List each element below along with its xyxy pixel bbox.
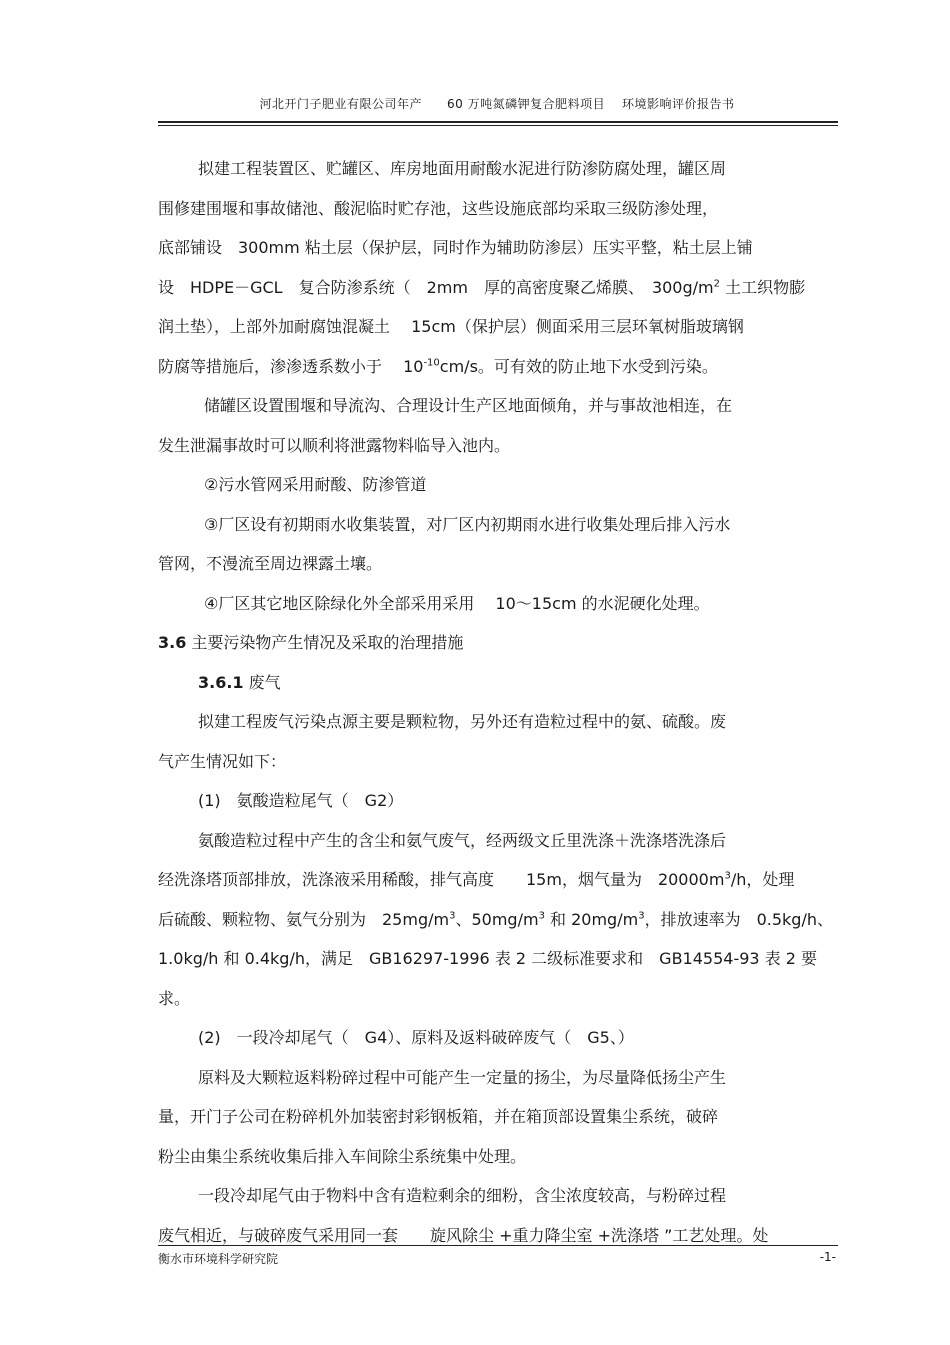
header-rule-thick xyxy=(158,121,838,123)
text-line: ②污水管网采用耐酸、防渗管道 xyxy=(204,475,427,494)
text-line: 粉尘由集尘系统收集后排入车间除尘系统集中处理。 xyxy=(158,1146,527,1166)
text-line: 1.0kg/h 和 0.4kg/h，满足 GB16297-1996 表 2 二级标准要求和 GB14554-93 表 2 要 xyxy=(158,949,818,968)
text-line: 润土垫），上部外加耐腐蚀混凝土 15cm（保护层）侧面采用三层环氧树脂玻璃钢 xyxy=(158,317,744,336)
body-text xyxy=(158,149,838,1255)
header-rule-thin xyxy=(158,125,838,126)
text-line: 量，开门子公司在粉碎机外加装密封彩钢板箱，并在箱顶部设置集尘系统，破碎 xyxy=(158,1107,719,1126)
footer-institution: 衡水市环境科学研究院 xyxy=(158,1252,279,1266)
subsection-heading: 3.6.1 废气 xyxy=(198,672,281,692)
text-line: 底部铺设 300mm 粘土层（保护层，同时作为辅助防渗层）压实平整，粘土层上铺 xyxy=(158,238,753,257)
text-line: 原料及大颗粒返料粉碎过程中可能产生一定量的扬尘，为尽量降低扬尘产生 xyxy=(198,1067,727,1087)
text-line: ④厂区其它地区除绿化外全部采用采用 10～15cm 的水泥硬化处理。 xyxy=(204,593,710,613)
text-line: (1) 氨酸造粒尾气（ G2） xyxy=(198,791,404,810)
page-header: 河北开门子肥业有限公司年产 60 万吨氮磷钾复合肥料项目 环境影响评价报告书 xyxy=(259,97,735,111)
footer-rule xyxy=(158,1245,838,1246)
text-line: 拟建工程废气污染点源主要是颗粒物，另外还有造粒过程中的氨、硫酸。废 xyxy=(198,712,727,731)
page-footer xyxy=(158,1250,836,1267)
text-line: 一段冷却尾气由于物料中含有造粒剩余的细粉，含尘浓度较高，与粉碎过程 xyxy=(198,1186,727,1205)
text-line: 管网，不漫流至周边裸露土壤。 xyxy=(158,554,383,573)
text-line: 气产生情况如下： xyxy=(158,751,287,771)
text-line: 经洗涤塔顶部排放，洗涤液采用稀酸，排气高度 15m，烟气量为 $20000m^3/h$，处理 xyxy=(158,870,795,889)
text-line: 围修建围堰和事故储池、酸泥临时贮存池，这些设施底部均采取三级防渗处理， xyxy=(158,198,719,218)
section-heading: 3.6 主要污染物产生情况及采取的治理措施 xyxy=(158,633,464,652)
text-line: (2) 一段冷却尾气（ G4）、原料及返料破碎废气（ G5、） xyxy=(198,1028,634,1047)
text-line: 防腐等措施后，渗渗透系数小于 $10^{-10}cm/s$。可有效的防止地下水受到污染。 xyxy=(158,356,718,376)
text-line: 设 HDPE－GCL 复合防渗系统（ 2mm 厚的高密度聚乙烯膜、 $300g/m^2$ 土工织物膨 xyxy=(158,277,806,297)
text-line: 求。 xyxy=(158,988,191,1008)
text-line: ③厂区设有初期雨水收集装置，对厂区内初期雨水进行收集处理后排入污水 xyxy=(204,514,731,534)
text-line: 发生泄漏事故时可以顺利将泄露物料临导入池内。 xyxy=(158,435,511,455)
text-line: 废气相近，与破碎废气采用同一套 旋风除尘 +重力降尘室 +洗涤塔 ”工艺处理。处 xyxy=(158,1225,769,1245)
page-number: -1- xyxy=(819,1250,836,1264)
text-line: 后硫酸、颗粒物、氨气分别为 $25mg/m^3$、$50mg/m^3$ 和 $20mg/m^3$，排放速率为 0.5kg/h、 xyxy=(158,909,833,929)
text-line: 储罐区设置围堰和导流沟、合理设计生产区地面倾角，并与事故池相连，在 xyxy=(204,396,733,415)
text-line: 氨酸造粒过程中产生的含尘和氨气废气，经两级文丘里洗涤＋洗涤塔洗涤后 xyxy=(198,830,727,850)
text-line: 拟建工程装置区、贮罐区、库房地面用耐酸水泥进行防渗防腐处理，罐区周 xyxy=(198,159,727,178)
